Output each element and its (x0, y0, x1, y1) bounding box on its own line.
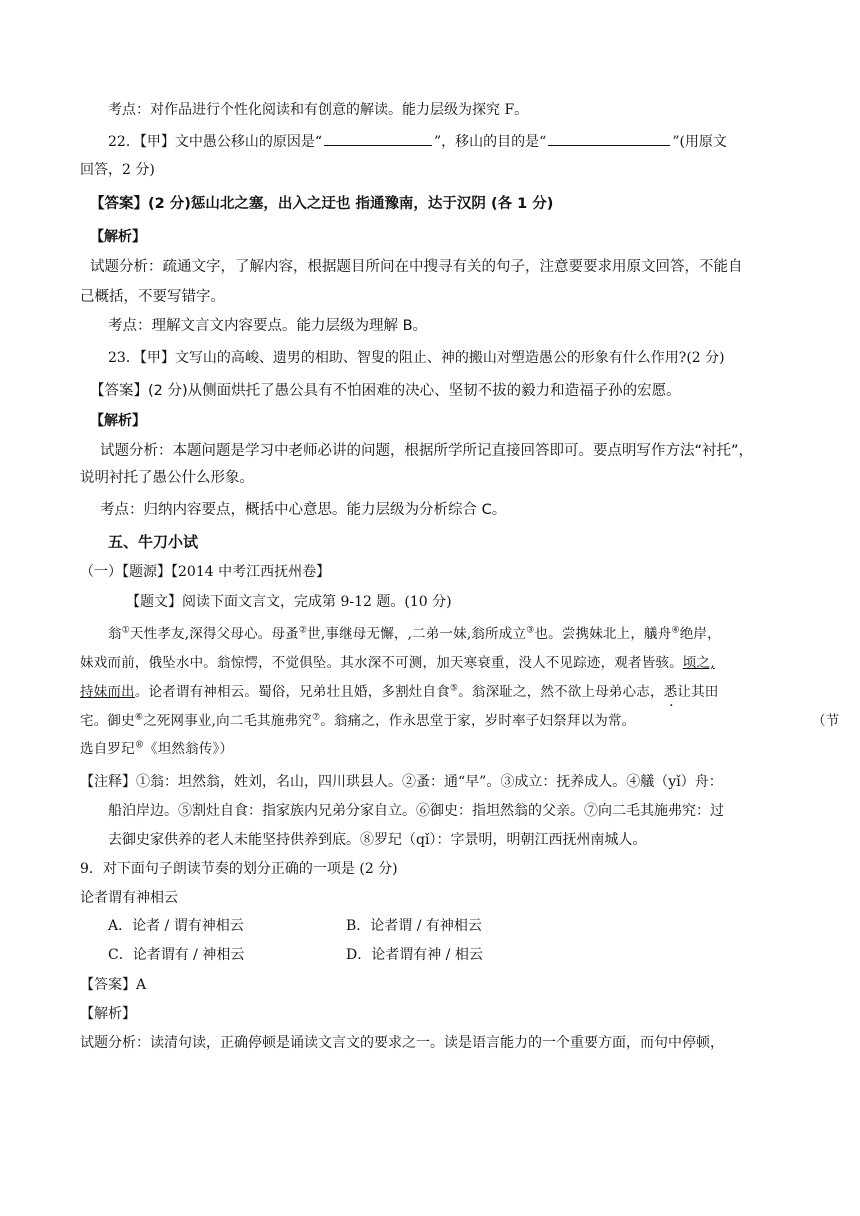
passage-text: 世,事继母无懈，,二弟一妹,翁所成立 (307, 626, 527, 642)
passage-line3 (80, 682, 719, 702)
q22-stem-part-c: ”(用原文 (672, 134, 727, 150)
footnote-mark: ④ (671, 625, 680, 636)
q9-analysis: 试题分析：读清句读，正确停顿是诵读文言文的要求之一。读是语言能力的一个重要方面，而句中停顿， (80, 1035, 724, 1051)
passage-line4-end: （节 (812, 713, 840, 729)
q9-stem: 9．对下面句子朗读节奏的划分正确的一项是 (2 分) (80, 861, 398, 877)
footnote-mark: ① (121, 625, 130, 636)
passage-text: 也。尝携妹北上，艤舟 (534, 626, 672, 642)
notes-line3: 去御史家供养的老人未能坚持供养到底。⑧罗玘（qǐ）：字景明，明朝江西抚州南城人。 (108, 832, 647, 848)
q22-analysis-line2: 己概括，不要写错字。 (80, 289, 225, 305)
q22-stem-cont: 回答，2 分) (80, 162, 155, 178)
passage-text: 绝岸， (679, 626, 721, 642)
passage-text: 让其田 (677, 684, 719, 700)
q22-blank-reason (324, 131, 432, 146)
passage-text: 。翁痛之，作永思堂于家，岁时率子妇祭拜以为常。 (320, 713, 636, 729)
passage-text: 宅。御史 (80, 713, 135, 729)
passage-text: 《坦然翁传》） (144, 741, 234, 757)
footnote-mark: ® (134, 740, 145, 751)
q22-stem-part-a: 22．【甲】文中愚公移山的原因是“ (108, 134, 322, 150)
q9-option-d: D．论者谓有神 / 相云 (346, 947, 483, 963)
q9-option-c: C．论者谓有 / 神相云 (108, 947, 245, 963)
passage-line4 (80, 711, 635, 731)
q9-option-b: B．论者谓 / 有神相云 (346, 918, 482, 934)
passage-text: 翁 (108, 626, 122, 642)
notes-line1: 【注释】①翁：坦然翁，姓刘，名山，四川珙县人。②蚤：通“早”。③成立：抚养成人。④艤（yǐ）舟： (80, 774, 723, 790)
q23-stem: 23．【甲】文写山的高峻、遗男的相助、智叟的阻止、神的搬山对塑造愚公的形象有什么作用?(2 分) (108, 350, 725, 366)
footnote-mark: ③ (526, 625, 535, 636)
q22-stem (108, 131, 727, 152)
passage-text: 天性孝友,深得父母心。母蚤 (129, 626, 299, 642)
q22-kaodian: 考点：理解文言文内容要点。能力层级为理解 B。 (108, 318, 428, 334)
q22-answer: 【答案】(2 分)惩山北之塞，出入之迂也 指通豫南，达于汉阴 (各 1 分) (90, 196, 554, 212)
q23-kaodian: 考点：归纳内容要点，概括中心意思。能力层级为分析综合 C。 (100, 502, 507, 518)
notes-line2: 船泊岸边。⑤割灶自食：指家族内兄弟分家自立。⑥御史：指坦然翁的父亲。⑦向二毛其施弗究：过 (108, 803, 724, 819)
q9-jiexi-label: 【解析】 (80, 1006, 136, 1022)
q23-analysis-line1: 试题分析：本题问题是学习中老师必讲的问题，根据所学所记直接回答即可。要点明写作方法“衬托”， (100, 443, 754, 459)
underlined-text: 顷之, (682, 655, 715, 671)
q23-analysis-line2: 说明衬托了愚公什么形象。 (80, 470, 254, 486)
kaodian-prev: 考点：对作品进行个性化阅读和有创意的解读。能力层级为探究 F。 (108, 102, 529, 118)
q22-analysis-line1: 试题分析：疏通文字，了解内容，根据题目所问在中搜寻有关的句子，注意要要求用原文回答，不能自 (90, 259, 743, 275)
passage-text: 选自罗玘 (80, 741, 135, 757)
passage-text: 妹戏而前，俄坠水中。翁惊愕，不觉俱坠。其水深不可测，加天寒衰重，没人不见踪迹，观者皆骇。 (80, 655, 683, 671)
footnote-mark: ⑥ (134, 712, 144, 723)
q22-blank-purpose (548, 131, 670, 146)
footnote-mark: ⑤ (449, 683, 459, 694)
emphasis-dot-char: 悉 (663, 684, 678, 700)
footnote-mark: ② (298, 625, 308, 636)
q9-answer: 【答案】A (80, 977, 147, 993)
q22-stem-part-b: ”，移山的目的是“ (433, 134, 547, 150)
passage-text: 。论者谓有神相云。蜀俗，兄弟壮且婚，多割灶自食 (134, 684, 450, 700)
passage-line2 (80, 653, 715, 673)
passage-text: 。翁深耻之，然不欲上母弟心志， (458, 684, 664, 700)
q9-option-a: A．论者 / 谓有神相云 (108, 918, 244, 934)
q23-jiexi-label: 【解析】 (90, 413, 146, 429)
q23-answer: 【答案】(2 分)从侧面烘托了愚公具有不怕困难的决心、坚韧不拔的毅力和造福子孙的宏愿。 (90, 383, 681, 399)
passage-line5 (80, 739, 233, 759)
q22-jiexi-label: 【解析】 (90, 229, 146, 245)
question-source: （一）【题源】【2014 中考江西抚州卷】 (80, 564, 331, 580)
passage-line1 (108, 624, 721, 644)
section-heading: 五、牛刀小试 (108, 533, 199, 551)
question-prompt: 【题文】阅读下面文言文，完成第 9-12 题。(10 分) (126, 594, 452, 610)
footnote-mark: ⑦ (312, 712, 321, 723)
underlined-text: 持妹而出 (80, 684, 135, 700)
q9-sentence: 论者谓有神相云 (80, 890, 178, 906)
passage-text: 之死网事业,向二毛其施弗究 (143, 713, 312, 729)
